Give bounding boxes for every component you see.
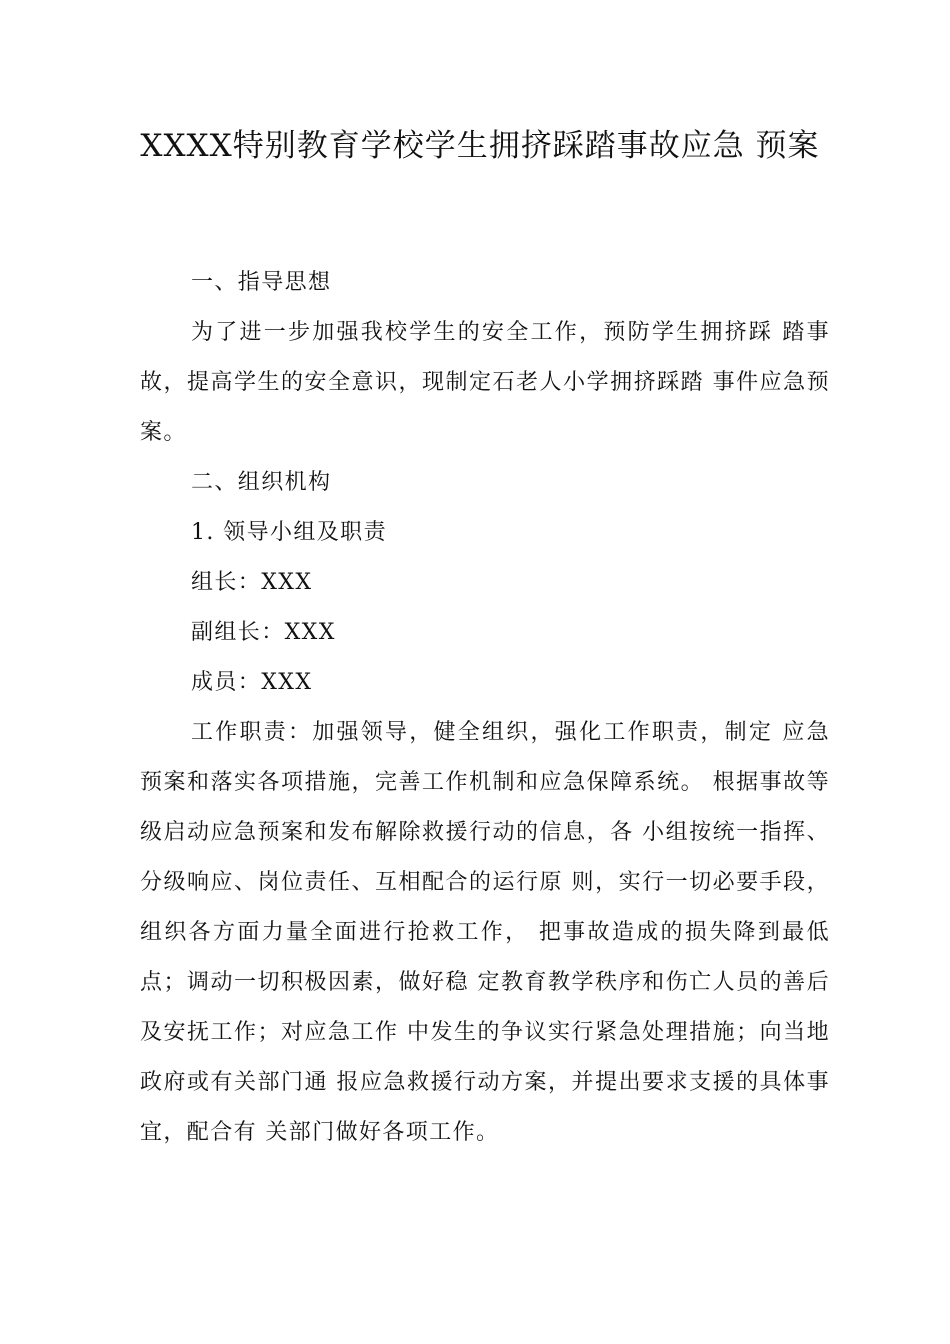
deputy-leader-line: 副组长：XXX — [191, 620, 336, 645]
group-leader-line: 组长：XXX — [191, 570, 313, 595]
paragraph-duties: 工作职责：加强领导，健全组织，强化工作职责，制定 应急预案和落实各项措施，完善工作机制和应急保障系统。 根据事故等级启动应急预案和发布解除救援行动的信息，各 小组按统一指挥、分级响应、岗位责任、互相配合的运行原 则，实行一切必要手段，组织各方面力量全面进行抢救工作， 把事故造成的损失降到最低点；调动一切积极因素，做好稳 定教育教学秩序和伤亡人员的善后及安抚工作；对应急工作 中发生的争议实行紧急处理措施；向当地政府或有关部门通 报应急救援行动方案，并提出要求支援的具体事宜，配合有 关部门做好各项工作。 — [140, 720, 830, 1145]
subheading-leadership-group: 1. 领导小组及职责 — [191, 520, 387, 545]
members-line: 成员：XXX — [191, 670, 313, 695]
section-heading-guiding-thought: 一、指导思想 — [191, 270, 332, 295]
document-title: XXXX特别教育学校学生拥挤踩踏事故应急 预案 — [140, 128, 820, 164]
paragraph-guiding-thought: 为了进一步加强我校学生的安全工作，预防学生拥挤踩 踏事故，提高学生的安全意识，现制定石老人小学拥挤踩踏 事件应急预案。 — [140, 320, 830, 445]
section-heading-organization: 二、组织机构 — [191, 470, 332, 495]
document-body — [140, 258, 830, 1158]
